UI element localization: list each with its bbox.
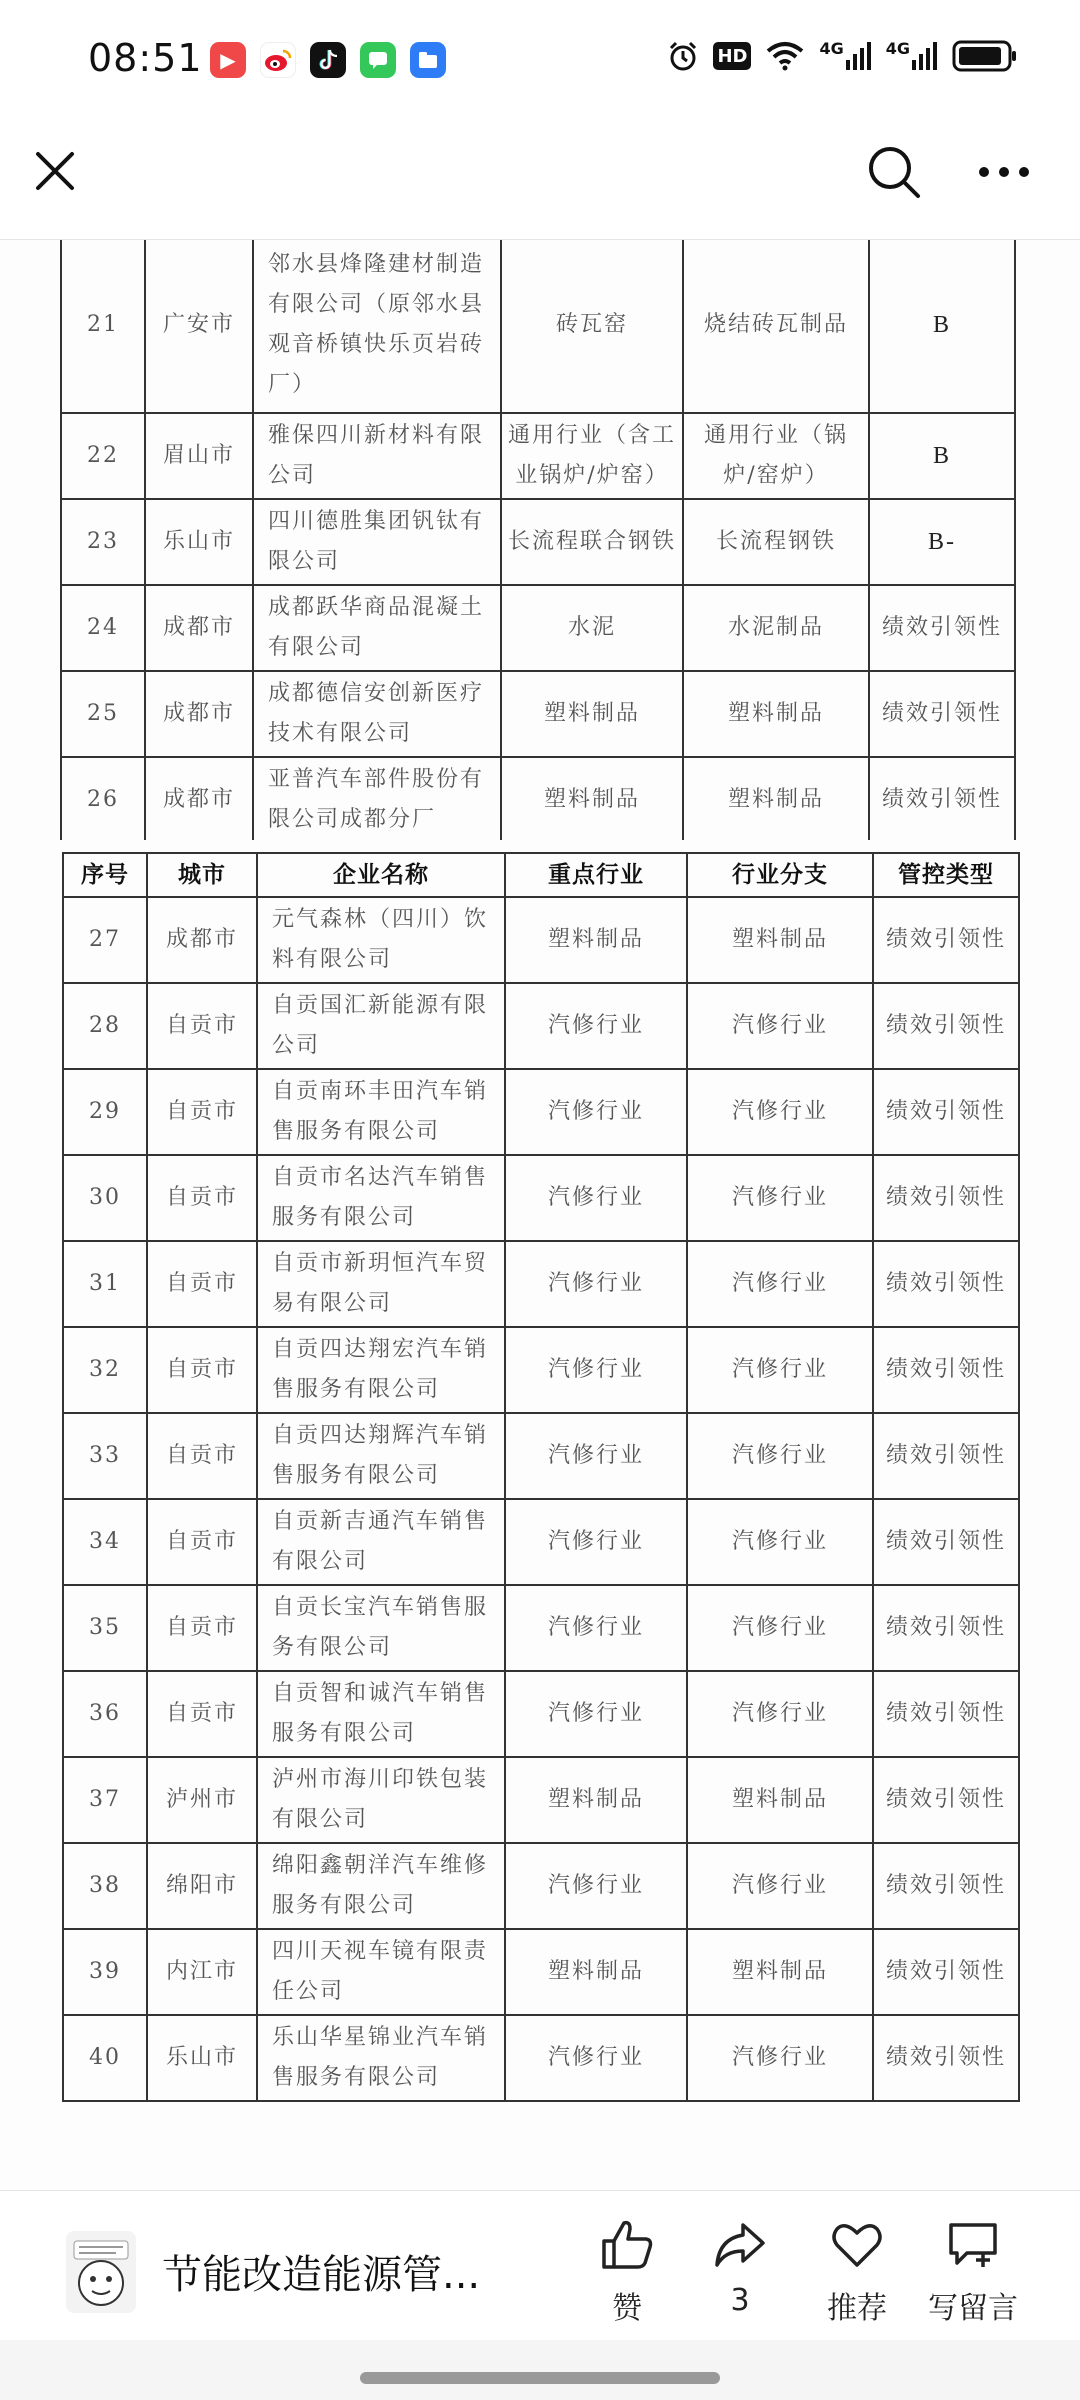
cell-company: 四川天视车镜有限责任公司 — [257, 1929, 505, 2015]
chat-app-icon — [360, 42, 396, 78]
cell-company: 亚普汽车部件股份有限公司成都分厂 — [253, 757, 501, 843]
cell-city: 乐山市 — [145, 499, 253, 585]
cell-no: 23 — [61, 499, 145, 585]
recommend-button[interactable] — [802, 2219, 912, 2327]
cell-branch: 塑料制品 — [687, 1929, 873, 2015]
cell-city: 成都市 — [147, 897, 257, 983]
hd-label: HD — [717, 45, 748, 67]
cell-branch: 汽修行业 — [687, 1155, 873, 1241]
cell-branch: 汽修行业 — [687, 1069, 873, 1155]
table-row — [63, 1585, 1019, 1671]
recommend-label: 推荐 — [827, 2291, 887, 2326]
cell-company: 乐山华星锦业汽车销售服务有限公司 — [257, 2015, 505, 2101]
header-company: 企业名称 — [257, 853, 505, 897]
home-indicator[interactable] — [360, 2372, 720, 2384]
cell-city: 自贡市 — [147, 1413, 257, 1499]
cell-industry: 砖瓦窑 — [501, 240, 683, 413]
cell-company: 自贡市新玥恒汽车贸易有限公司 — [257, 1241, 505, 1327]
cell-company: 自贡市名达汽车销售服务有限公司 — [257, 1155, 505, 1241]
cell-branch: 汽修行业 — [687, 1671, 873, 1757]
cell-no: 30 — [63, 1155, 147, 1241]
cell-city: 成都市 — [145, 671, 253, 757]
cell-branch: 塑料制品 — [683, 757, 869, 843]
network-type-2: 4G — [885, 39, 910, 58]
cell-branch: 汽修行业 — [687, 1843, 873, 1929]
cell-company: 自贡国汇新能源有限公司 — [257, 983, 505, 1069]
cell-no: 28 — [63, 983, 147, 1069]
cell-control: 绩效引领性 — [873, 1327, 1019, 1413]
cell-company: 自贡长宝汽车销售服务有限公司 — [257, 1585, 505, 1671]
table-row — [63, 1757, 1019, 1843]
system-status-icons — [667, 40, 1018, 72]
cell-control: 绩效引领性 — [873, 2015, 1019, 2101]
table-row — [63, 1155, 1019, 1241]
article-title[interactable]: 节能改造能源管... — [162, 2252, 481, 2298]
cell-control: 绩效引领性 — [873, 1499, 1019, 1585]
cell-company: 自贡智和诚汽车销售服务有限公司 — [257, 1671, 505, 1757]
cell-control: 绩效引领性 — [873, 1585, 1019, 1671]
battery-icon — [952, 40, 1018, 72]
cell-city: 自贡市 — [147, 1499, 257, 1585]
weibo-icon — [260, 42, 296, 78]
header-city: 城市 — [147, 853, 257, 897]
top-nav-bar — [0, 110, 1080, 240]
signal-bars-icon — [846, 42, 872, 70]
cell-control: 绩效引领性 — [869, 585, 1015, 671]
cell-no: 34 — [63, 1499, 147, 1585]
header-industry: 重点行业 — [505, 853, 687, 897]
comment-icon — [945, 2219, 1001, 2271]
status-time: 08:51 — [88, 36, 203, 80]
cell-control: 绩效引领性 — [873, 1413, 1019, 1499]
cell-control: 绩效引领性 — [873, 1069, 1019, 1155]
share-button[interactable] — [685, 2219, 795, 2318]
cell-industry: 塑料制品 — [505, 1757, 687, 1843]
alarm-icon — [667, 40, 699, 72]
close-icon[interactable] — [30, 146, 80, 196]
cell-no: 24 — [61, 585, 145, 671]
cell-control: B- — [869, 499, 1015, 585]
cell-no: 27 — [63, 897, 147, 983]
cell-city: 成都市 — [145, 585, 253, 671]
files-app-icon — [410, 42, 446, 78]
comment-button[interactable] — [918, 2219, 1028, 2327]
share-icon — [713, 2219, 767, 2271]
cell-industry: 塑料制品 — [505, 1929, 687, 2015]
cell-control: B — [869, 240, 1015, 413]
cell-control: 绩效引领性 — [869, 671, 1015, 757]
tiktok-icon — [310, 42, 346, 78]
cell-city: 自贡市 — [147, 1585, 257, 1671]
cell-no: 26 — [61, 757, 145, 843]
page-break — [0, 840, 1080, 850]
cell-company: 成都跃华商品混凝土有限公司 — [253, 585, 501, 671]
cell-branch: 塑料制品 — [683, 671, 869, 757]
table-row — [61, 585, 1015, 671]
header-control: 管控类型 — [873, 853, 1019, 897]
cell-control: 绩效引领性 — [869, 757, 1015, 843]
table-page-2 — [62, 852, 1020, 2102]
cell-control: 绩效引领性 — [873, 1155, 1019, 1241]
cell-branch: 汽修行业 — [687, 1327, 873, 1413]
cell-industry: 通用行业（含工业锅炉/炉窑） — [501, 413, 683, 499]
cell-industry: 水泥 — [501, 585, 683, 671]
cell-city: 自贡市 — [147, 1241, 257, 1327]
table-row — [63, 1413, 1019, 1499]
cell-company: 自贡四达翔辉汽车销售服务有限公司 — [257, 1413, 505, 1499]
cell-no: 22 — [61, 413, 145, 499]
cell-control: 绩效引领性 — [873, 1241, 1019, 1327]
cell-industry: 汽修行业 — [505, 1413, 687, 1499]
cell-company: 元气森林（四川）饮料有限公司 — [257, 897, 505, 983]
table-page-1 — [60, 240, 1016, 844]
cell-branch: 塑料制品 — [687, 1757, 873, 1843]
table-row — [63, 1671, 1019, 1757]
cell-industry: 汽修行业 — [505, 2015, 687, 2101]
share-count: 3 — [730, 2283, 750, 2318]
cell-industry: 塑料制品 — [501, 757, 683, 843]
cell-company: 雅保四川新材料有限公司 — [253, 413, 501, 499]
cell-industry: 汽修行业 — [505, 1069, 687, 1155]
cell-city: 乐山市 — [147, 2015, 257, 2101]
status-bar — [0, 0, 1080, 110]
cell-industry: 汽修行业 — [505, 1241, 687, 1327]
cell-no: 32 — [63, 1327, 147, 1413]
cell-industry: 汽修行业 — [505, 1843, 687, 1929]
table-row — [63, 2015, 1019, 2101]
cell-no: 39 — [63, 1929, 147, 2015]
cell-branch: 汽修行业 — [687, 1499, 873, 1585]
account-avatar[interactable] — [66, 2231, 136, 2313]
cell-company: 自贡新吉通汽车销售有限公司 — [257, 1499, 505, 1585]
cell-no: 38 — [63, 1843, 147, 1929]
cell-control: 绩效引领性 — [873, 1757, 1019, 1843]
table-row — [63, 897, 1019, 983]
avatar-image — [66, 2231, 136, 2313]
cellular-signal-2 — [885, 39, 938, 70]
like-button[interactable] — [572, 2219, 682, 2327]
header-no: 序号 — [63, 853, 147, 897]
video-app-icon: ▶ — [210, 42, 246, 78]
cell-no: 29 — [63, 1069, 147, 1155]
cell-no: 37 — [63, 1757, 147, 1843]
cell-no: 25 — [61, 671, 145, 757]
cell-industry: 汽修行业 — [505, 1327, 687, 1413]
cell-no: 33 — [63, 1413, 147, 1499]
cell-company: 自贡四达翔宏汽车销售服务有限公司 — [257, 1327, 505, 1413]
cell-company: 四川德胜集团钒钛有限公司 — [253, 499, 501, 585]
cell-branch: 汽修行业 — [687, 1585, 873, 1671]
table-row — [61, 671, 1015, 757]
article-table-image — [0, 240, 1080, 2190]
table-row — [61, 240, 1015, 413]
cell-industry: 汽修行业 — [505, 983, 687, 1069]
cell-industry: 塑料制品 — [501, 671, 683, 757]
table-row — [63, 983, 1019, 1069]
cell-industry: 长流程联合钢铁 — [501, 499, 683, 585]
table-header-row — [63, 853, 1019, 897]
cell-city: 成都市 — [145, 757, 253, 843]
cell-company: 成都德信安创新医疗技术有限公司 — [253, 671, 501, 757]
cell-industry: 塑料制品 — [505, 897, 687, 983]
cell-branch: 长流程钢铁 — [683, 499, 869, 585]
cell-city: 自贡市 — [147, 1671, 257, 1757]
search-icon[interactable] — [866, 144, 922, 200]
comment-label: 写留言 — [928, 2291, 1018, 2326]
cell-city: 自贡市 — [147, 1155, 257, 1241]
gesture-area — [0, 2340, 1080, 2400]
table-row — [63, 1499, 1019, 1585]
cell-branch: 汽修行业 — [687, 1413, 873, 1499]
table-row — [61, 413, 1015, 499]
table-row — [63, 1069, 1019, 1155]
cell-no: 40 — [63, 2015, 147, 2101]
signal-bars-icon — [912, 42, 938, 70]
table-row — [61, 757, 1015, 843]
heart-icon — [829, 2219, 885, 2271]
cell-city: 广安市 — [145, 240, 253, 413]
cell-branch: 汽修行业 — [687, 1241, 873, 1327]
cellular-signal-1 — [819, 39, 871, 70]
cell-branch: 汽修行业 — [687, 2015, 873, 2101]
cell-industry: 汽修行业 — [505, 1155, 687, 1241]
cell-city: 内江市 — [147, 1929, 257, 2015]
cell-company: 泸州市海川印铁包装有限公司 — [257, 1757, 505, 1843]
cell-industry: 汽修行业 — [505, 1499, 687, 1585]
cell-control: 绩效引领性 — [873, 897, 1019, 983]
cell-branch: 水泥制品 — [683, 585, 869, 671]
table-row — [63, 1327, 1019, 1413]
cell-no: 31 — [63, 1241, 147, 1327]
cell-control: B — [869, 413, 1015, 499]
cell-city: 眉山市 — [145, 413, 253, 499]
cell-industry: 汽修行业 — [505, 1585, 687, 1671]
table-row — [63, 1843, 1019, 1929]
cell-city: 绵阳市 — [147, 1843, 257, 1929]
cell-control: 绩效引领性 — [873, 983, 1019, 1069]
cell-no: 35 — [63, 1585, 147, 1671]
like-label: 赞 — [612, 2291, 642, 2326]
cell-company: 自贡南环丰田汽车销售服务有限公司 — [257, 1069, 505, 1155]
notification-app-icons — [210, 42, 446, 78]
cell-no: 36 — [63, 1671, 147, 1757]
cell-control: 绩效引领性 — [873, 1671, 1019, 1757]
table-row — [63, 1241, 1019, 1327]
cell-branch: 通用行业（锅炉/窑炉） — [683, 413, 869, 499]
hd-voice-icon — [713, 42, 751, 70]
cell-industry: 汽修行业 — [505, 1671, 687, 1757]
article-bottom-bar — [0, 2190, 1080, 2340]
table-row — [61, 499, 1015, 585]
cell-company: 邻水县烽隆建材制造有限公司（原邻水县观音桥镇快乐页岩砖厂） — [253, 240, 501, 413]
cell-branch: 塑料制品 — [687, 897, 873, 983]
cell-control: 绩效引领性 — [873, 1929, 1019, 2015]
cell-company: 绵阳鑫朝洋汽车维修服务有限公司 — [257, 1843, 505, 1929]
cell-control: 绩效引领性 — [873, 1843, 1019, 1929]
cell-city: 自贡市 — [147, 983, 257, 1069]
cell-city: 自贡市 — [147, 1069, 257, 1155]
cell-no: 21 — [61, 240, 145, 413]
table-row — [63, 1929, 1019, 2015]
cell-city: 自贡市 — [147, 1327, 257, 1413]
cell-branch: 烧结砖瓦制品 — [683, 240, 869, 413]
network-type-1: 4G — [819, 39, 844, 58]
cell-branch: 汽修行业 — [687, 983, 873, 1069]
wifi-icon — [765, 41, 805, 71]
header-branch: 行业分支 — [687, 853, 873, 897]
cell-city: 泸州市 — [147, 1757, 257, 1843]
thumbs-up-icon — [600, 2219, 654, 2271]
more-icon[interactable] — [976, 164, 1032, 180]
